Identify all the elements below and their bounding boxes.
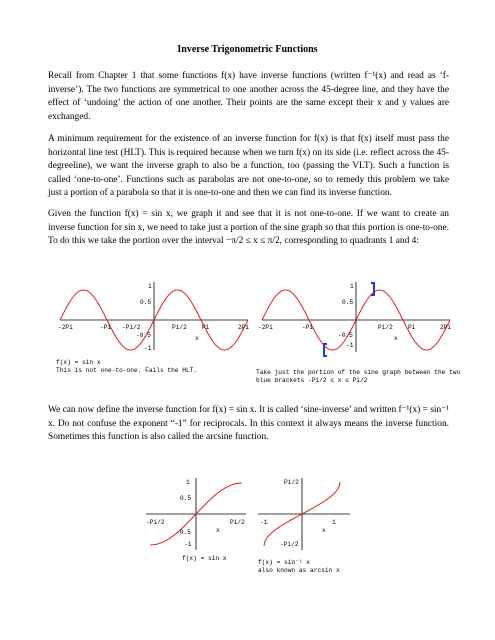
axis-label: x: [322, 527, 326, 534]
axis-label: x: [394, 335, 398, 342]
tick-label: 0.5: [342, 299, 354, 306]
tick-label: -0.5: [176, 529, 191, 536]
figure-caption: f(x) = sin⁻¹ x: [258, 559, 310, 566]
tick-label: -Pi/2: [146, 519, 165, 526]
figure-caption: f(x) = sin x: [182, 555, 227, 562]
axis-label: x: [195, 335, 199, 342]
tick-label: Pi: [408, 324, 416, 331]
tick-label: Pi: [202, 324, 210, 331]
tick-label: -Pi: [100, 324, 112, 331]
tick-label: 2Pi: [440, 324, 452, 331]
tick-label: 1: [186, 479, 190, 486]
tick-label: 1: [350, 283, 354, 290]
figure-caption: blue brackets -Pi/2 ≤ x ≤ Pi/2: [256, 377, 368, 384]
figure-sine-brackets: [254, 276, 461, 386]
tick-label: -2Pi: [58, 324, 73, 331]
tick-label: -0.5: [136, 332, 151, 339]
figure-restricted-sine: [142, 474, 250, 562]
tick-label: Pi/2: [284, 479, 299, 486]
left-bracket: [324, 344, 327, 356]
figure-sine-full: [52, 276, 252, 376]
tick-label: 2Pi: [238, 324, 250, 331]
tick-label: -Pi/2: [122, 324, 141, 331]
tick-label: -1: [346, 342, 354, 349]
paragraph-define-arcsine: We can now define the inverse function for f(x) = sin x. It is called ‘sine-inverse’ and written f⁻¹(x) = sin⁻¹ x. Do not confuse the exponent “-1” for reciprocals. In this context it always means the inverse function. Sometimes this function is also called the arcsine function.: [48, 405, 449, 443]
tick-label: 1: [332, 519, 336, 526]
figure-caption: Take just the portion of the sine graph between the two: [256, 369, 461, 376]
tick-label: 0.5: [180, 495, 192, 502]
figure-caption: also known as arcsin x: [258, 567, 340, 574]
tick-label: -Pi/2: [280, 541, 299, 548]
tick-label: Pi/2: [172, 324, 187, 331]
paragraph-horizontal-line-test: A minimum requirement for the existence of an inverse function for f(x) is that f(x) itself must pass the horizontal line test (HLT). This is required because when we turn f(x) on its side (i.e. reflect across the 45-degreeline), we want the inverse graph to also be a function, too (passing the VLT). Such a function is called ‘one-to-one’. Functions such as parabolas are not one-to-one, so to remedy this problem we take just a portion of a parabola so that it is one-to-one and then we can find its inverse function.: [48, 134, 449, 199]
figure-arcsine: [254, 474, 354, 584]
paragraph-sine-portion: Given the function f(x) = sin x, we graph it and see that it is not one-to-one. If we want to create an inverse function for sin x, we need to take just a portion of the sine graph so that this portion is one-to-one. To do this we take the portion over the interval −π/2 ≤ x ≤ π/2, corresponding to quadrants 1 and 4:: [48, 209, 449, 247]
tick-label: -Pi: [302, 324, 314, 331]
figure-caption: f(x) = sin x: [56, 359, 101, 366]
tick-label: Pi/2: [378, 324, 393, 331]
page-title: Inverse Trigonometric Functions: [177, 44, 318, 55]
tick-label: 1: [148, 283, 152, 290]
tick-label: -1: [184, 541, 192, 548]
paragraph-inverse-intro: Recall from Chapter 1 that some functions f(x) have inverse functions (written f⁻¹(x) and read as ‘f-inverse’). The two functions are symmetrical to one another across the 45-degree line, and they have the effect of ‘undoing’ the action of one another. Their points are the same except their x and y values are exchanged.: [48, 71, 449, 122]
axis-label: x: [216, 527, 220, 534]
tick-label: -2Pi: [258, 324, 273, 331]
tick-label: -1: [144, 345, 152, 352]
tick-label: -0.5: [338, 332, 353, 339]
tick-label: 0.5: [140, 299, 152, 306]
tick-label: Pi/2: [230, 519, 245, 526]
tick-label: -1: [260, 519, 268, 526]
figure-caption: This is not one-to-one. Fails the HLT.: [56, 367, 198, 374]
